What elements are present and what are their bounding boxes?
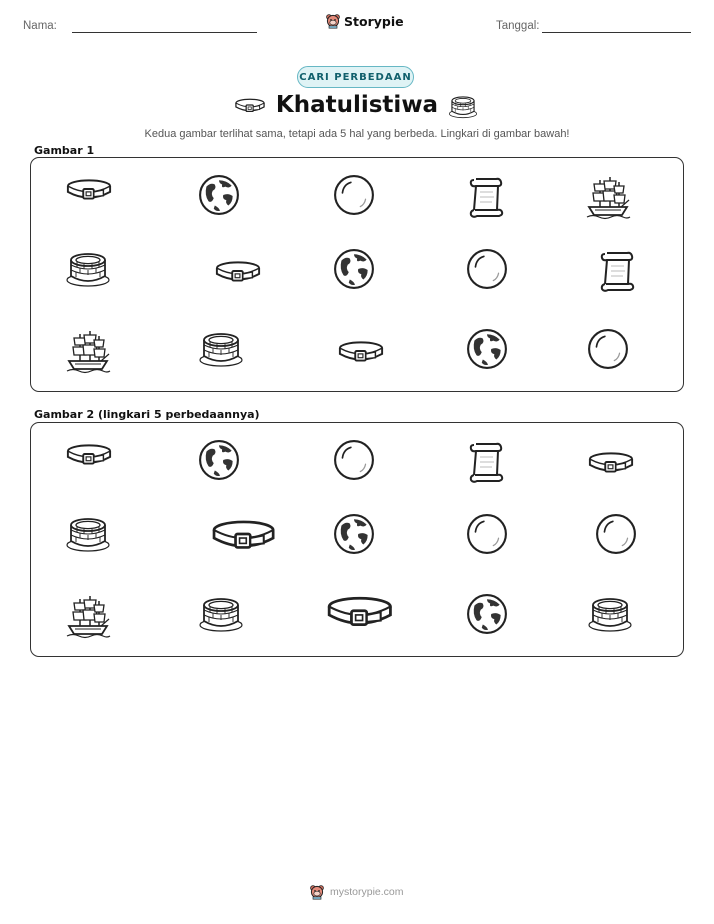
belt-icon[interactable] (65, 439, 113, 469)
globe-icon[interactable] (333, 513, 375, 555)
worksheet-badge: CARI PERBEDAAN (297, 66, 414, 88)
bubble-icon (333, 174, 375, 216)
bubble-icon[interactable] (333, 439, 375, 481)
bubble-icon (587, 328, 629, 370)
well-icon[interactable] (65, 513, 111, 553)
scroll-icon (466, 174, 506, 220)
globe-icon[interactable] (198, 439, 240, 481)
footer (309, 884, 404, 900)
picture1-label: Gambar 1 (34, 144, 95, 157)
storypie-logo (325, 13, 404, 29)
picture1-panel (30, 157, 684, 392)
globe-icon[interactable] (466, 593, 508, 635)
picture2-label: Gambar 2 (lingkari 5 perbedaannya) (34, 408, 260, 421)
name-label: Nama: (23, 20, 57, 32)
scroll-icon (597, 248, 637, 294)
well-icon[interactable] (198, 593, 244, 633)
scroll-icon[interactable] (466, 439, 506, 485)
well-icon (198, 328, 244, 368)
page-title: Khatulistiwa (275, 92, 439, 118)
bubble-icon[interactable] (595, 513, 637, 555)
belt-icon (337, 336, 385, 366)
belt-icon[interactable] (325, 589, 395, 633)
instructions: Kedua gambar terlihat sama, tetapi ada 5 hal yang berbeda. Lingkari di gambar bawah! (144, 128, 570, 140)
belt-icon[interactable] (587, 447, 635, 477)
belt-icon[interactable] (210, 513, 277, 555)
name-line[interactable] (72, 32, 257, 33)
logo-text: Storypie (344, 13, 404, 29)
mascot-icon (309, 884, 325, 900)
picture2-panel[interactable] (30, 422, 684, 657)
globe-icon (333, 248, 375, 290)
mascot-icon (325, 13, 341, 29)
date-line[interactable] (542, 32, 691, 33)
footer-url[interactable]: mystorypie.com (330, 886, 404, 898)
bubble-icon[interactable] (466, 513, 508, 555)
bubble-icon (466, 248, 508, 290)
globe-icon (466, 328, 508, 370)
well-icon[interactable] (587, 593, 633, 633)
well-icon (65, 248, 111, 288)
well-icon (448, 93, 478, 119)
belt-icon (214, 256, 262, 286)
belt-icon (65, 174, 113, 204)
ship-icon[interactable] (65, 593, 111, 639)
ship-icon (65, 328, 111, 374)
date-label: Tanggal: (496, 20, 540, 32)
ship-icon (585, 174, 631, 220)
globe-icon (198, 174, 240, 216)
